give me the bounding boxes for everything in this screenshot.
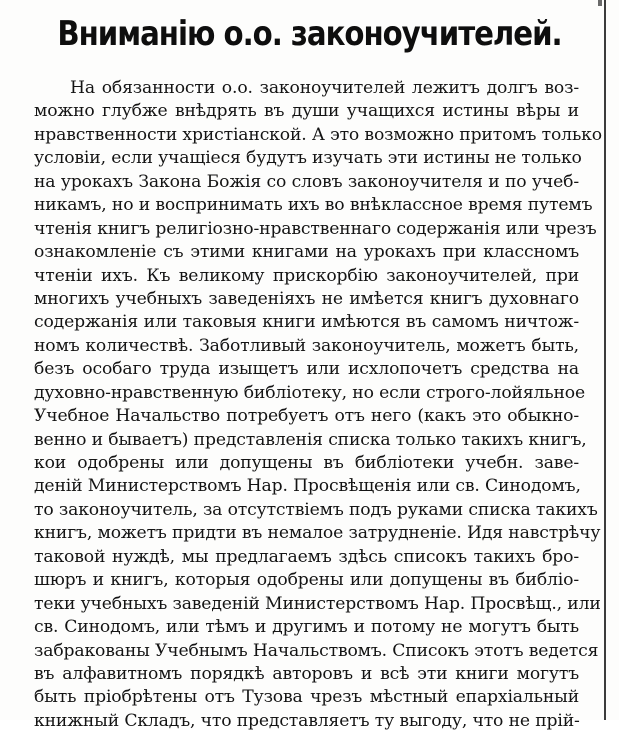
- text-line-13: безъ особаго труда изыщетъ или исхлопочетъ средства на: [34, 359, 579, 380]
- text-line-15: Учебное Начальство потребуетъ отъ него (какъ это обыкно-: [34, 406, 579, 427]
- text-line-18: деній Министерствомъ Нар. Просвѣщенія или св. Синодомъ,: [34, 476, 581, 497]
- text-line-19: то законоучитель, за отсутствіемъ подъ руками списка такихъ: [34, 499, 598, 520]
- text-line-3: нравственности христіанской. А это возможно притомъ только: [34, 124, 602, 145]
- page-corner-mark: [598, 0, 602, 6]
- text-line-16: венно и бываетъ) представленія списка только такихъ книгъ,: [34, 429, 587, 450]
- text-line-2: можно глубже внѣдрять въ души учащихся истины вѣры и: [34, 101, 579, 122]
- text-line-23: теки учебныхъ заведеній Министерствомъ Нар. Просвѣщ., или: [34, 593, 601, 614]
- text-line-1: На обязанности о.о. законоучителей лежитъ долгъ воз-: [70, 78, 579, 98]
- page-edge-rule: [604, 0, 606, 720]
- text-line-17: кои одобрены или допущены въ библіотеки учебн. заве-: [34, 453, 579, 473]
- text-line-5: на урокахъ Закона Божія со словъ законоучителя и по учеб-: [34, 171, 579, 192]
- text-line-7: чтенія книгъ религіозно-нравственнаго содержанія или чрезъ: [34, 218, 597, 239]
- text-line-6: никамъ, но и воспринимать ихъ во внѣклассное время путемъ: [34, 195, 593, 216]
- article-body: [34, 77, 602, 733]
- text-line-25: забракованы Учебнымъ Начальствомъ. Списокъ этотъ ведется: [34, 640, 599, 661]
- text-line-12: номъ количествѣ. Заботливый законоучитель, можетъ быть,: [34, 335, 579, 356]
- text-line-22: шюръ и книгъ, которыя одобрены или допущены въ библіо-: [34, 570, 579, 591]
- text-line-20: книгъ, можетъ придти въ немалое затрудненіе. Идя навстрѣчу: [34, 523, 601, 544]
- text-line-10: многихъ учебныхъ заведеніяхъ не имѣется книгъ духовнаго: [34, 288, 579, 309]
- text-line-28: книжный Складъ, что представляетъ ту выгоду, что не прій-: [34, 710, 580, 731]
- article-title: Вниманію о.о. законоучителей.: [57, 14, 562, 54]
- text-line-26: въ алфавитномъ порядкѣ авторовъ и всѣ эти книги могутъ: [34, 663, 579, 684]
- text-line-27: быть пріобрѣтены отъ Тузова чрезъ мѣстный епархіальный: [34, 687, 579, 708]
- text-line-11: содержанія или таковыя книги имѣются въ самомъ ничтож-: [34, 312, 579, 333]
- text-line-24: св. Синодомъ, или тѣмъ и другимъ и потому не могутъ быть: [34, 617, 579, 638]
- text-line-9: чтеніи ихъ. Къ великому прискорбію законоучителей, при: [34, 265, 579, 286]
- text-line-4: условіи, если учащіеся будутъ изучать эти истины не только: [34, 148, 582, 169]
- text-line-8: ознакомленіе съ этими книгами на урокахъ при классномъ: [34, 242, 579, 263]
- text-line-14: духовно-нравственную библіотеку, но если строго-лойяльное: [34, 382, 586, 403]
- text-line-21: таковой нуждѣ, мы предлагаемъ здѣсь списокъ такихъ бро-: [34, 546, 579, 567]
